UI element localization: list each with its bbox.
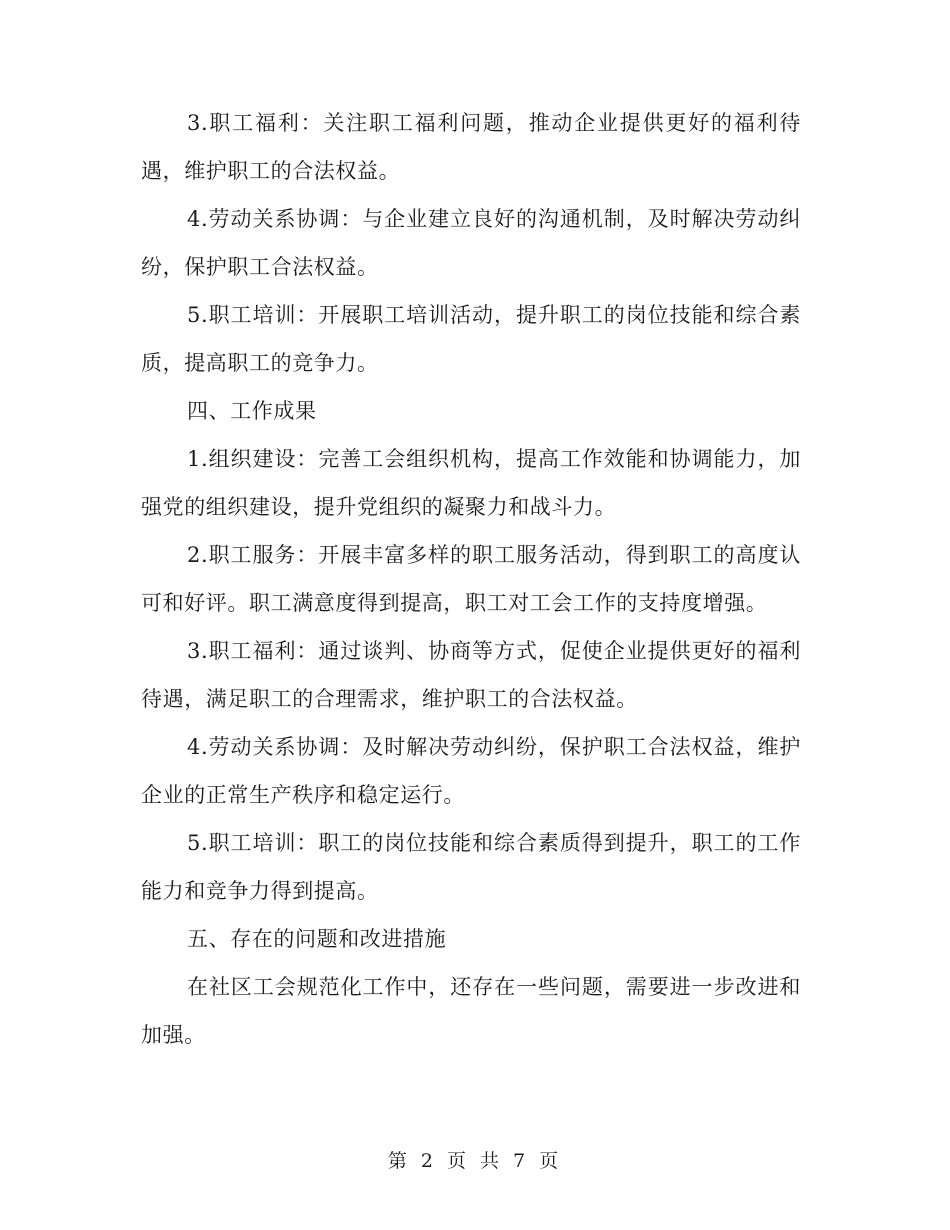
paragraph-labor-relations-results: 4.劳动关系协调：及时解决劳动纠纷，保护职工合法权益，维护企业的正常生产秩序和稳定运行。	[141, 735, 801, 807]
paragraph-training-results: 5.职工培训：职工的岗位技能和综合素质得到提升，职工的工作能力和竞争力得到提高。	[141, 831, 801, 903]
paragraph-problems: 在社区工会规范化工作中，还存在一些问题，需要进一步改进和加强。	[141, 975, 801, 1047]
page-number-footer: 第 2 页 共 7 页	[387, 1150, 563, 1172]
section-heading-results: 四、工作成果	[187, 399, 317, 423]
paragraph-worker-services: 2.职工服务：开展丰富多样的职工服务活动，得到职工的高度认可和好评。职工满意度得到提高，职工对工会工作的支持度增强。	[141, 543, 801, 615]
document-body	[141, 99, 801, 1059]
paragraph-welfare-results: 3.职工福利：通过谈判、协商等方式，促使企业提供更好的福利待遇，满足职工的合理需求，维护职工的合法权益。	[141, 639, 801, 711]
paragraph-organization-building: 1.组织建设：完善工会组织机构，提高工作效能和协调能力，加强党的组织建设，提升党组织的凝聚力和战斗力。	[141, 447, 801, 519]
paragraph-training: 5.职工培训：开展职工培训活动，提升职工的岗位技能和综合素质，提高职工的竞争力。	[141, 303, 801, 375]
paragraph-welfare: 3.职工福利：关注职工福利问题，推动企业提供更好的福利待遇，维护职工的合法权益。	[141, 111, 801, 183]
section-heading-problems: 五、存在的问题和改进措施	[187, 927, 447, 951]
paragraph-labor-relations: 4.劳动关系协调：与企业建立良好的沟通机制，及时解决劳动纠纷，保护职工合法权益。	[141, 207, 801, 279]
